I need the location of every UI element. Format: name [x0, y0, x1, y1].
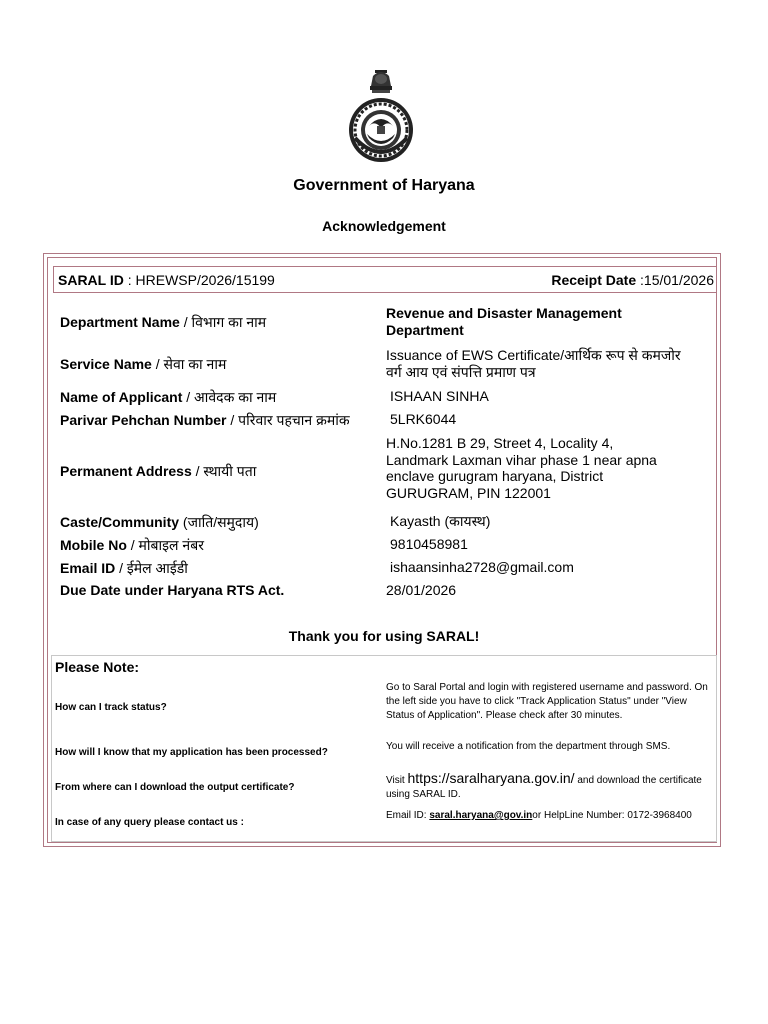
saral-id: [58, 272, 275, 288]
faq-answer-download: Visit https://saralharyana.gov.in/ and download the certificate using SARAL ID.: [386, 770, 702, 800]
faq-question-download: From where can I download the output certificate?: [55, 782, 295, 793]
faq-question-contact: In case of any query please contact us :: [55, 817, 244, 828]
mobile-value: 9810458981: [390, 536, 468, 552]
saral-id-separator: :: [123, 272, 136, 288]
address-label: Permanent Address / स्थायी पता: [60, 463, 257, 479]
department-value: Revenue and Disaster Management Department: [386, 305, 622, 338]
parivar-value: 5LRK6044: [390, 411, 457, 427]
due-date-label: Due Date under Haryana RTS Act.: [60, 582, 285, 598]
address-value: H.No.1281 B 29, Street 4, Locality 4, Landmark Laxman vihar phase 1 near apna enclave gurugram haryana, District GURUGRAM, PIN 122001: [386, 435, 657, 501]
faq-question-track: How can I track status?: [55, 702, 167, 713]
receipt-date-separator: :: [636, 272, 644, 288]
email-label: Email ID / ईमेल आईडी: [60, 560, 188, 576]
service-label: Service Name / सेवा का नाम: [60, 356, 227, 372]
page-subtitle: Acknowledgement: [322, 218, 446, 234]
parivar-label: Parivar Pehchan Number / परिवार पहचान क्रमांक: [60, 412, 350, 428]
page-title: Government of Haryana: [293, 177, 475, 194]
mobile-label: Mobile No / मोबाइल नंबर: [60, 537, 204, 553]
faq-answer-track: Go to Saral Portal and login with registered username and password. On the left side you have to click "Track Application Status" under "View Status of Application". Please check after 30 minutes.: [386, 682, 708, 721]
receipt-header-row: [53, 266, 717, 293]
haryana-emblem-icon: [347, 68, 415, 172]
applicant-value: ISHAAN SINHA: [390, 388, 489, 404]
saral-email-link[interactable]: saral.haryana@gov.in: [429, 810, 533, 821]
email-value: ishaansinha2728@gmail.com: [390, 559, 574, 575]
saral-id-value: HREWSP/2026/15199: [135, 272, 275, 288]
department-label: Department Name / विभाग का नाम: [60, 314, 267, 330]
thanks-message: Thank you for using SARAL!: [288, 628, 480, 644]
receipt-date: [551, 272, 714, 288]
caste-label: Caste/Community (जाति/समुदाय): [60, 514, 259, 530]
applicant-label: Name of Applicant / आवेदक का नाम: [60, 389, 277, 405]
saral-portal-link[interactable]: https://saralharyana.gov.in/: [407, 770, 575, 786]
saral-id-label: SARAL ID: [58, 272, 124, 288]
receipt-date-value: 15/01/2026: [643, 272, 714, 288]
service-value: Issuance of EWS Certificate/आर्थिक रूप से कमजोर वर्ग आय एवं संपत्ति प्रमाण पत्र: [386, 347, 681, 380]
due-date-value: 28/01/2026: [386, 582, 457, 598]
caste-value: Kayasth (कायस्थ): [390, 513, 491, 529]
faq-answer-processed: You will receive a notification from the department through SMS.: [386, 741, 671, 752]
faq-question-processed: How will I know that my application has been processed?: [55, 747, 328, 758]
receipt-date-label: Receipt Date: [551, 272, 637, 288]
faq-answer-contact: Email ID: saral.haryana@gov.inor HelpLine Number: 0172-3968400: [386, 810, 692, 821]
please-note-title: Please Note:: [55, 659, 140, 675]
